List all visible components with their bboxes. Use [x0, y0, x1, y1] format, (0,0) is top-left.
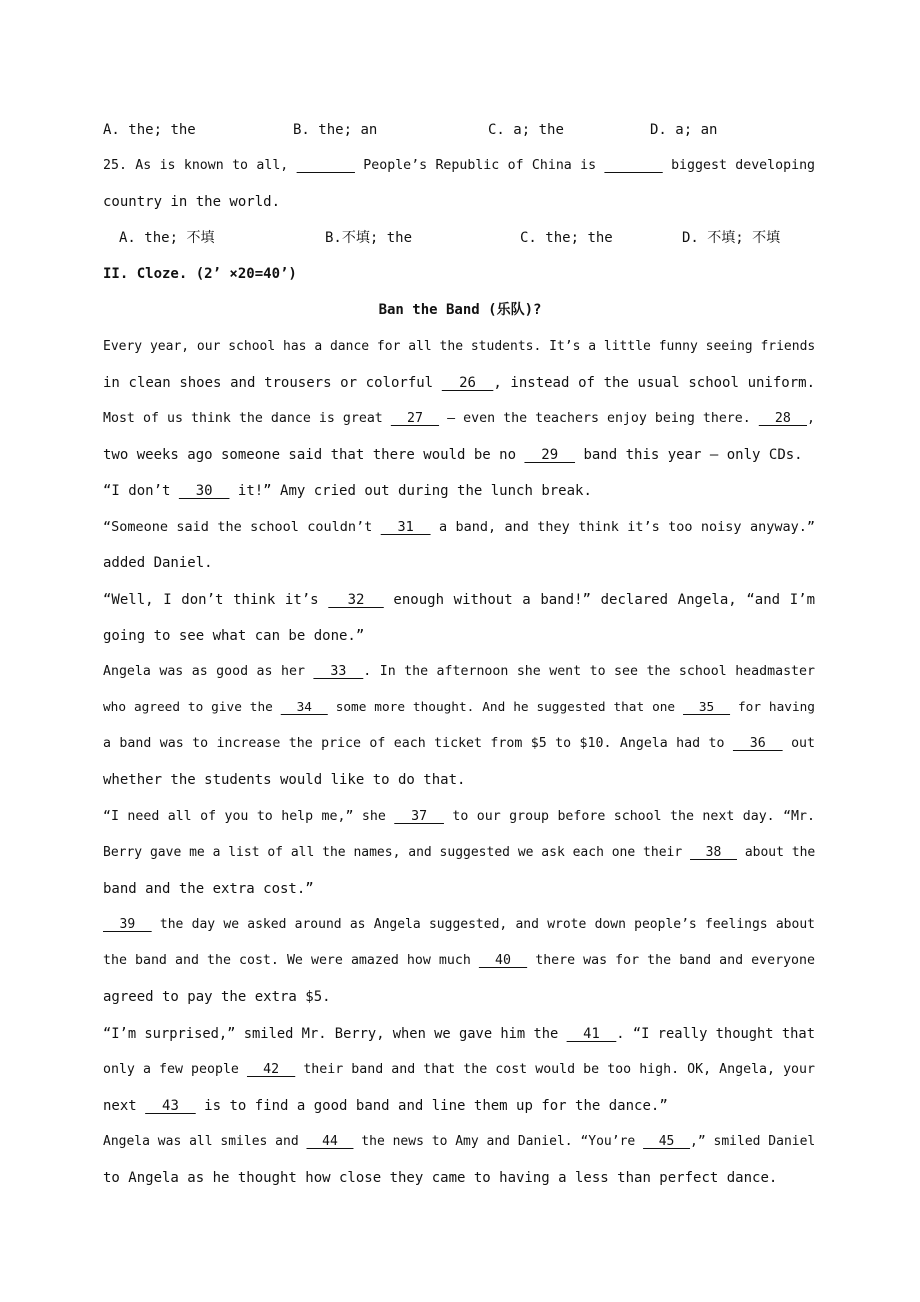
blank-43[interactable]: 43	[145, 1098, 196, 1114]
passage-line	[103, 662, 815, 682]
passage-line	[103, 1096, 815, 1116]
passage-text: there was for the band and everyone	[535, 953, 815, 968]
answer-blank[interactable]	[297, 158, 355, 173]
passage-text: . “I really thought that	[616, 1026, 815, 1042]
passage-line: to Angela as he thought how close they came to having a less than perfect dance.	[103, 1170, 778, 1186]
section-heading: II. Cloze. (2’ ×20=40’)	[103, 266, 297, 282]
passage-text: enough without a band!” declared Angela, “and I’m	[393, 592, 815, 608]
passage-text: some more thought. And he suggested that one	[335, 700, 676, 715]
blank-39[interactable]: 39	[103, 917, 152, 932]
passage-text: the band and the cost. We were amazed how much	[103, 953, 471, 968]
option-letter: A.	[103, 122, 120, 138]
passage-text: Angela was as good as her	[103, 664, 305, 679]
passage-text: their band and that the cost would be too high. OK, Angela, your	[303, 1062, 815, 1077]
passage-text: “I don’t	[103, 483, 171, 499]
passage-line	[103, 445, 815, 465]
passage-line: band and the extra cost.”	[103, 881, 314, 897]
passage-line	[103, 698, 815, 718]
passage-text: ,” smiled Daniel	[690, 1134, 816, 1149]
option-text: the; the	[545, 230, 613, 246]
blank-32[interactable]: 32	[328, 592, 384, 608]
passage-line	[103, 1060, 815, 1080]
passage-line	[103, 951, 815, 971]
blank-36[interactable]: 36	[732, 736, 783, 751]
option-letter: C.	[488, 122, 505, 138]
passage-text: — even the teachers enjoy being there.	[447, 411, 751, 426]
passage-title: Ban the Band (乐队)?	[378, 302, 542, 318]
q25-stem-line-2: country in the world.	[103, 194, 281, 210]
blank-30[interactable]: 30	[178, 483, 230, 499]
option-text: a; the	[513, 122, 564, 138]
passage-line	[103, 1132, 815, 1152]
passage-text: out	[791, 736, 815, 751]
option-text: 不填; 不填	[707, 230, 781, 246]
passage-line	[103, 517, 815, 537]
passage-text: band this year — only CDs.	[583, 447, 803, 463]
stem-text: As is known to all,	[135, 158, 289, 173]
passage-line	[103, 843, 815, 863]
passage-text: two weeks ago someone said that there would be no	[103, 447, 517, 463]
passage-text: Berry gave me a list of all the names, and suggested we ask each one their	[103, 845, 683, 860]
passage-text: Most of us think the dance is great	[103, 411, 383, 426]
q25-option-c	[520, 228, 613, 248]
passage-text: a band, and they think it’s too noisy anyway.”	[438, 519, 815, 535]
blank-37[interactable]: 37	[394, 809, 444, 824]
passage-text: is to find a good band and line them up for the dance.”	[204, 1098, 668, 1114]
q24-option-a	[103, 120, 196, 140]
passage-text: . In the afternoon she went to see the school headmaster	[363, 664, 815, 679]
option-letter: D.	[682, 230, 699, 246]
passage-line	[103, 590, 815, 610]
blank-28[interactable]: 28	[758, 411, 807, 426]
passage-text: “I’m surprised,” smiled Mr. Berry, when we gave him the	[103, 1026, 559, 1042]
passage-text: in clean shoes and trousers or colorful	[103, 375, 434, 391]
passage-text: the day we asked around as Angela suggested, and wrote down people’s feelings about	[159, 917, 815, 932]
option-text: the; the	[128, 122, 196, 138]
passage-text: Angela was all smiles and	[103, 1134, 299, 1149]
blank-35[interactable]: 35	[683, 700, 731, 715]
question-number: 25.	[103, 158, 127, 173]
passage-line	[103, 734, 815, 754]
option-text: a; an	[675, 122, 718, 138]
passage-line	[103, 807, 815, 827]
blank-42[interactable]: 42	[246, 1062, 296, 1077]
option-letter: D.	[650, 122, 667, 138]
q24-option-d	[650, 120, 717, 140]
passage-text: next	[103, 1098, 137, 1114]
q24-option-c	[488, 120, 564, 140]
passage-line: Every year, our school has a dance for all the students. It’s a little funny seeing friends	[103, 339, 816, 354]
passage-text: a band was to increase the price of each ticket from $5 to $10. Angela had to	[103, 736, 725, 751]
passage-line: added Daniel.	[103, 555, 213, 571]
passage-text: about the	[744, 845, 816, 860]
passage-line: whether the students would like to do that.	[103, 772, 466, 788]
blank-38[interactable]: 38	[690, 845, 737, 860]
blank-29[interactable]: 29	[524, 447, 576, 463]
passage-text: only a few people	[103, 1062, 239, 1077]
blank-45[interactable]: 45	[643, 1134, 691, 1149]
option-text: 不填; the	[341, 230, 413, 246]
passage-text: it!” Amy cried out during the lunch break.	[237, 483, 592, 499]
blank-26[interactable]: 26	[441, 375, 494, 391]
passage-text: who agreed to give the	[103, 700, 273, 715]
passage-text: for having	[737, 700, 815, 715]
answer-blank[interactable]	[604, 158, 662, 173]
q25-option-a	[119, 228, 214, 248]
blank-31[interactable]: 31	[380, 519, 431, 535]
blank-27[interactable]: 27	[390, 411, 440, 426]
passage-line: going to see what can be done.”	[103, 628, 365, 644]
passage-text: to our group before school the next day. “Mr.	[452, 809, 815, 824]
option-letter: A.	[119, 230, 136, 246]
passage-line	[103, 915, 815, 935]
passage-text: “Well, I don’t think it’s	[103, 592, 319, 608]
q25-option-b	[325, 228, 412, 248]
passage-line	[103, 373, 815, 393]
option-letter: B.	[325, 230, 342, 246]
q24-option-b	[293, 120, 377, 140]
blank-33[interactable]: 33	[313, 664, 364, 679]
option-text: the; 不填	[144, 230, 215, 246]
stem-text: People’s Republic of China is	[363, 158, 597, 173]
option-text: the; an	[318, 122, 378, 138]
blank-40[interactable]: 40	[478, 953, 528, 968]
passage-line	[103, 481, 815, 501]
option-letter: C.	[520, 230, 537, 246]
passage-text: the news to Amy and Daniel. “You’re	[361, 1134, 636, 1149]
blank-41[interactable]: 41	[566, 1026, 617, 1042]
q25-option-d	[682, 228, 780, 248]
passage-line	[103, 1024, 815, 1044]
passage-text: “I need all of you to help me,” she	[103, 809, 386, 824]
option-letter: B.	[293, 122, 310, 138]
blank-44[interactable]: 44	[306, 1134, 354, 1149]
passage-line: agreed to pay the extra $5.	[103, 989, 331, 1005]
stem-text: biggest developing	[671, 158, 816, 173]
passage-text: ,	[807, 411, 815, 426]
blank-34[interactable]: 34	[280, 700, 328, 715]
passage-line	[103, 409, 815, 429]
q25-stem-line-1	[103, 156, 815, 176]
passage-text: “Someone said the school couldn’t	[103, 519, 373, 535]
passage-text: , instead of the usual school uniform.	[493, 375, 815, 391]
